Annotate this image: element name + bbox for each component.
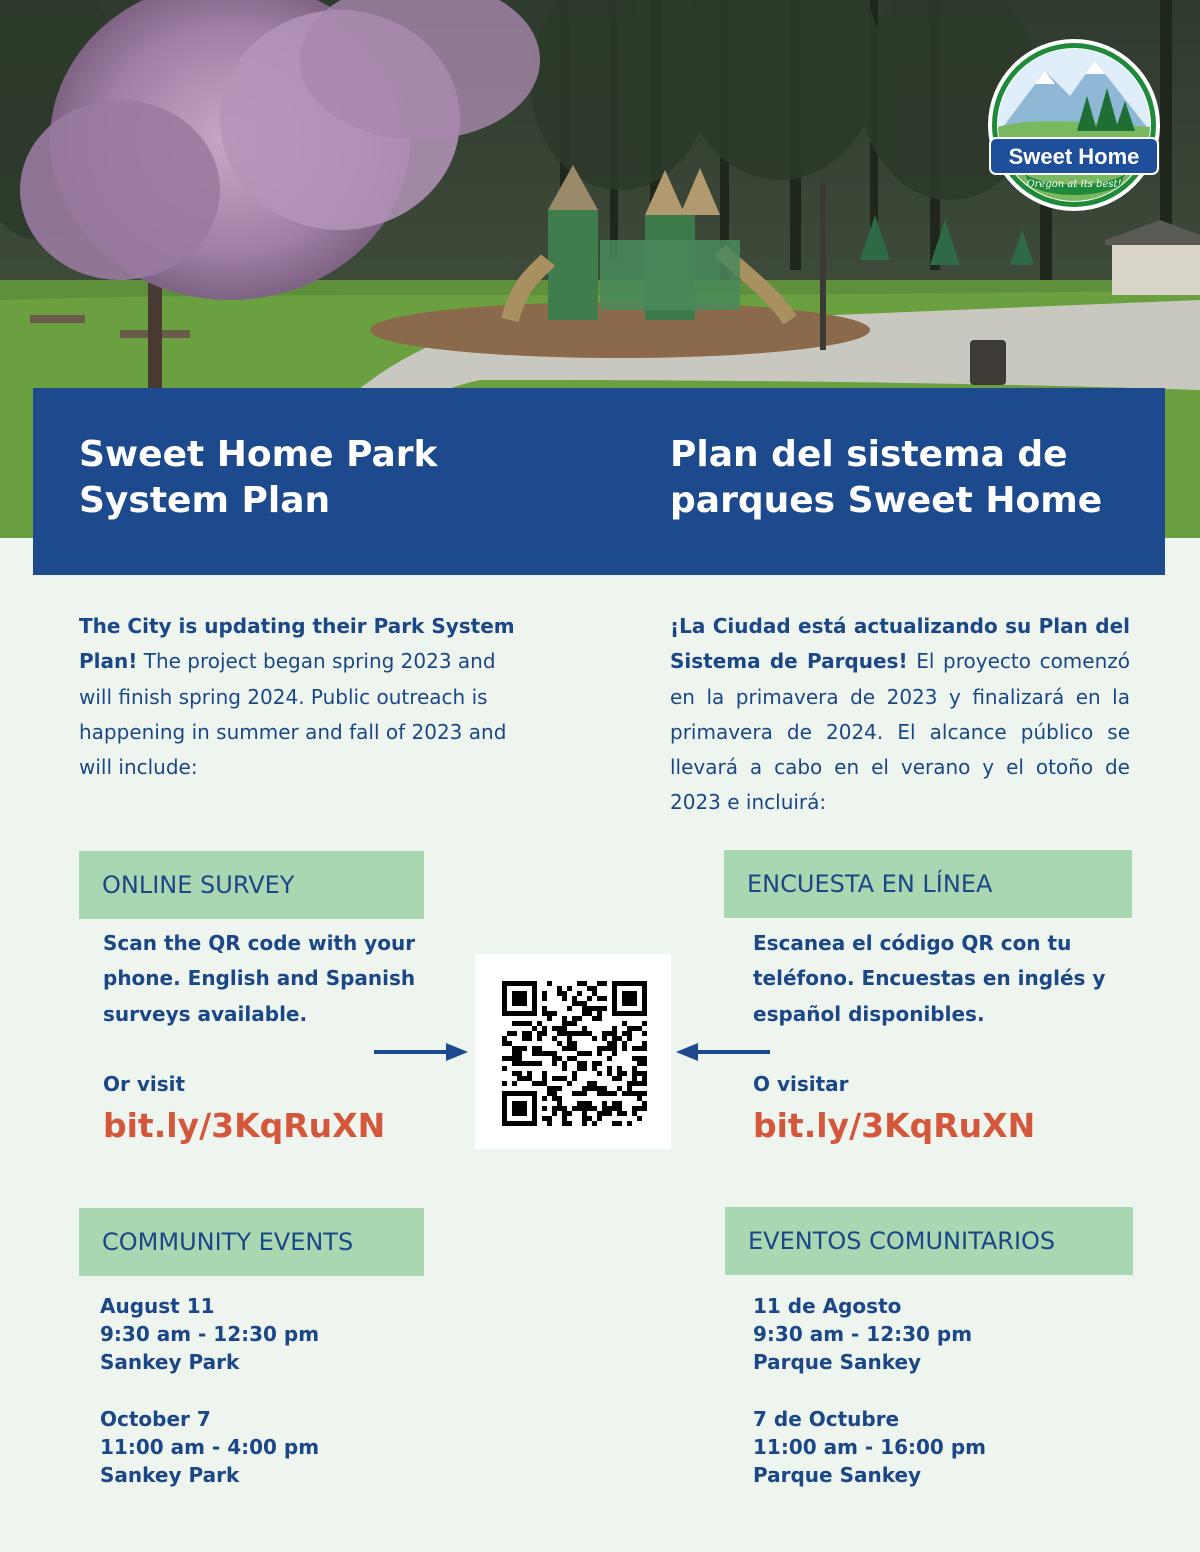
survey-link-spanish[interactable]: bit.ly/3KqRuXN (753, 1106, 1036, 1145)
event-date: October 7 (100, 1407, 211, 1431)
event-place: Parque Sankey (753, 1350, 922, 1374)
survey-spanish-body: Escanea el código QR con tu teléfono. Encuestas en inglés y español disponibles. (753, 931, 1106, 1026)
event-en-1 (100, 1292, 319, 1376)
title-english: Sweet Home Park System Plan (79, 434, 438, 521)
title-spanish: Plan del sistema de parques Sweet Home (670, 434, 1103, 521)
logo-tagline: Oregon at its best! (1026, 179, 1122, 190)
online-survey-heading: ONLINE SURVEY (79, 851, 424, 919)
event-time: 9:30 am - 12:30 pm (100, 1322, 320, 1346)
event-place: Sankey Park (100, 1463, 240, 1487)
event-es-1 (753, 1292, 972, 1376)
event-date: 7 de Octubre (753, 1407, 900, 1431)
or-visit-label: Or visit (103, 1072, 186, 1096)
sweet-home-logo (985, 36, 1163, 214)
intro-english-bold: The City is updating their Park System Plan! (79, 614, 515, 674)
intro-english-text: The project began spring 2023 and will finish spring 2024. Public outreach is happening in summer and fall of 2023 and will include: (79, 649, 507, 780)
event-place: Parque Sankey (753, 1463, 922, 1487)
event-time: 11:00 am - 16:00 pm (753, 1435, 986, 1459)
eventos-heading: EVENTOS COMUNITARIOS (725, 1207, 1133, 1275)
survey-link-english[interactable]: bit.ly/3KqRuXN (103, 1106, 386, 1145)
encuesta-heading: ENCUESTA EN LÍNEA (724, 850, 1132, 918)
intro-spanish-text: El proyecto comenzó en la primavera de 2023 y finalizará en la primavera de 2024. El alcance público se llevará a cabo en el verano y el otoño de 2023 e incluirá: (670, 649, 1131, 815)
logo-text: Sweet Home (1008, 144, 1140, 169)
event-es-2 (753, 1405, 986, 1489)
arrow-right-icon (374, 1040, 470, 1064)
intro-spanish (670, 609, 1130, 821)
title-banner (33, 388, 1165, 575)
intro-spanish-bold: ¡La Ciudad está actualizando su Plan del Sistema de Parques! (670, 614, 1130, 674)
event-time: 9:30 am - 12:30 pm (753, 1322, 973, 1346)
intro-english (79, 609, 531, 785)
community-events-heading: COMMUNITY EVENTS (79, 1208, 424, 1276)
event-time: 11:00 am - 4:00 pm (100, 1435, 320, 1459)
survey-english-body: Scan the QR code with your phone. English and Spanish surveys available. (103, 931, 416, 1026)
event-en-2 (100, 1405, 319, 1489)
event-place: Sankey Park (100, 1350, 240, 1374)
qr-code[interactable] (475, 954, 671, 1149)
o-visitar-label: O visitar (753, 1072, 849, 1096)
arrow-left-icon (674, 1040, 770, 1064)
event-date: August 11 (100, 1294, 215, 1318)
event-date: 11 de Agosto (753, 1294, 902, 1318)
